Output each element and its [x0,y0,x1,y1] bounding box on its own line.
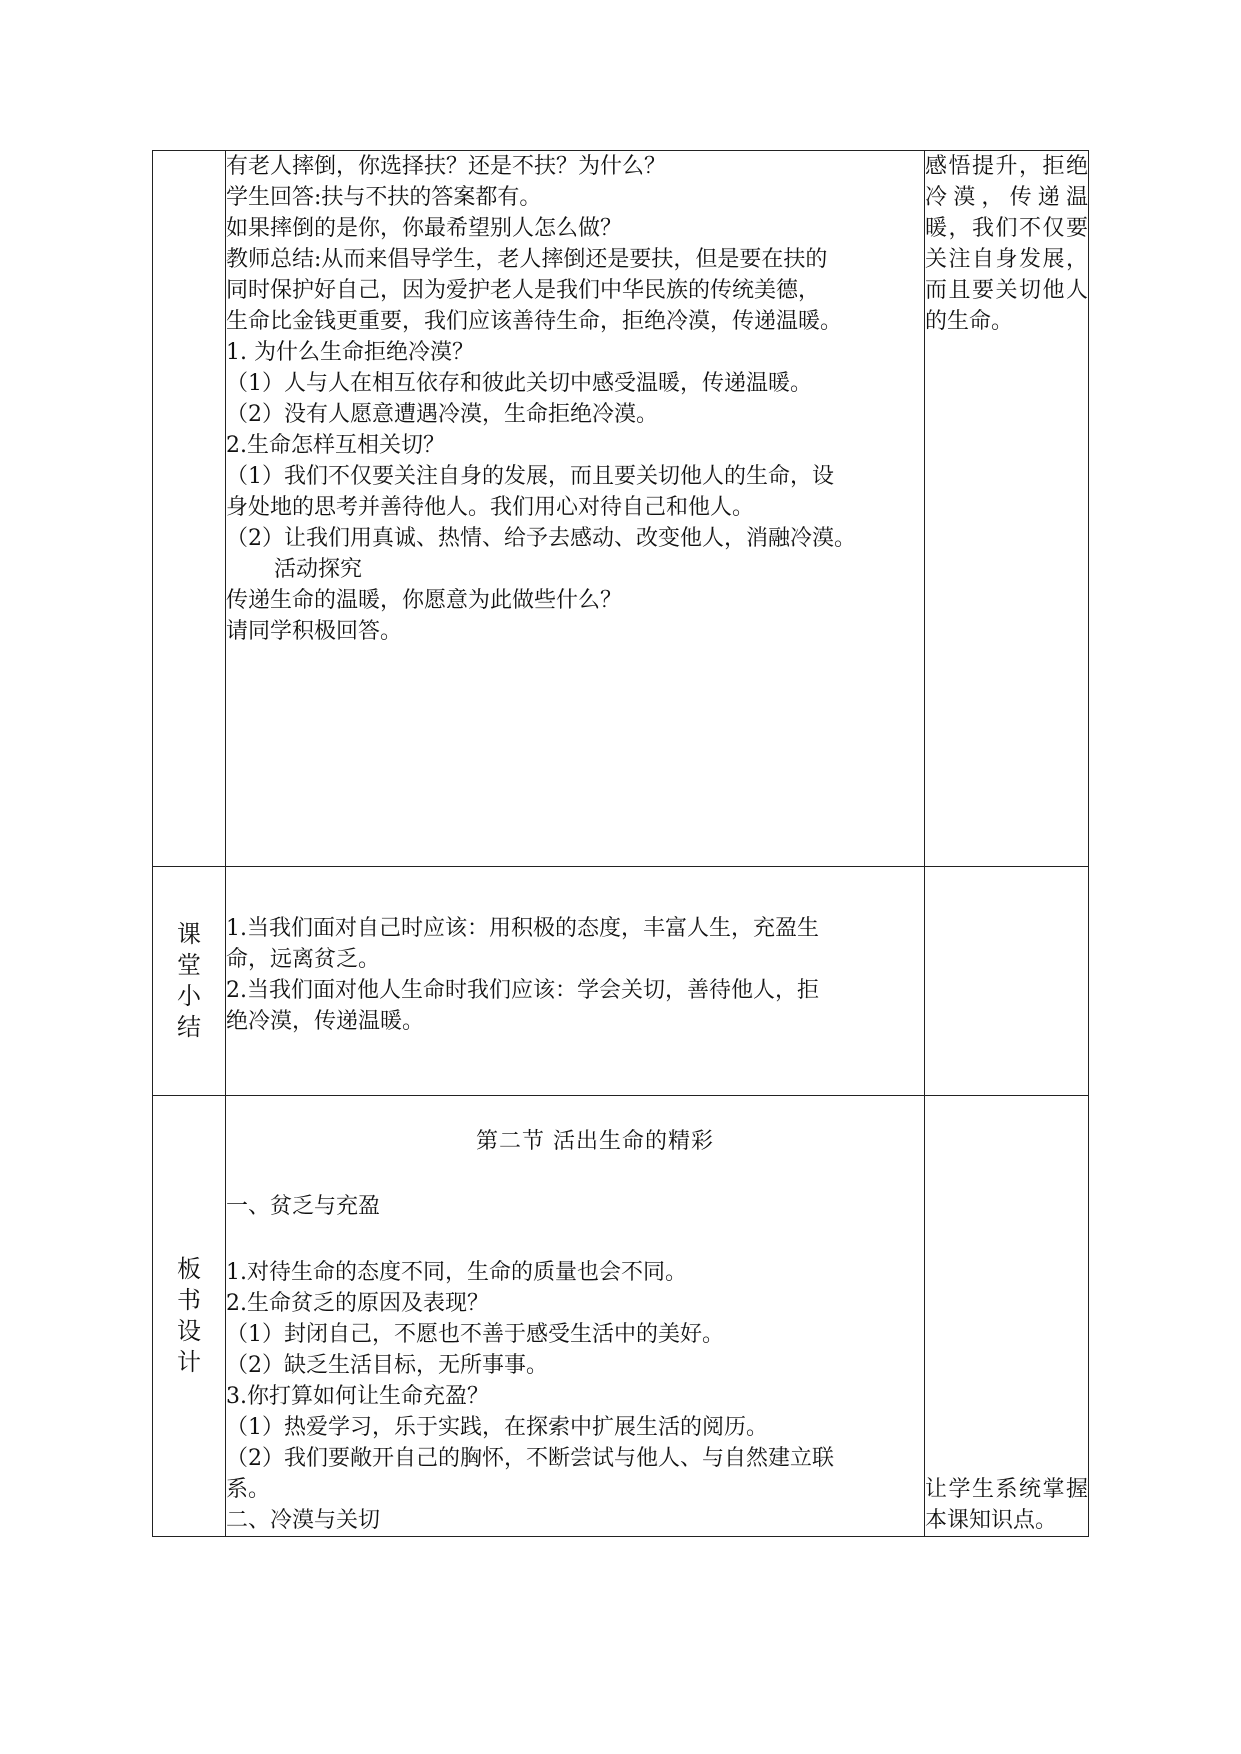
activity-heading: 活动探究 [274,557,363,582]
text-line: 身处地的思考并善待他人。我们用心对待自己和他人。 [226,495,755,520]
row-label-board [153,1096,226,1537]
text-line: （2）没有人愿意遭遇冷漠，生命拒绝冷漠。 [226,402,658,427]
text-line: 生命比金钱更重要，我们应该善待生命，拒绝冷漠，传递温暖。 [226,309,843,334]
label-char: 设 [177,1317,201,1345]
board-content [226,1096,925,1537]
activity-content [226,151,925,867]
summary-note-empty [925,867,1089,1096]
text-line: 请同学积极回答。 [226,619,403,644]
row-label-empty [153,151,226,867]
label-char: 计 [177,1348,201,1376]
text-line: 教师总结:从而来倡导学生，老人摔倒还是要扶，但是要在扶的 [226,247,828,272]
label-char: 课 [177,920,201,948]
board-note: 让学生系统掌握本课知识点。 [925,1096,1089,1537]
label-char: 结 [177,1013,201,1041]
text-line: 系。 [226,1477,271,1502]
text-line: 2.当我们面对他人生命时我们应该：学会关切，善待他人，拒 [226,978,819,1003]
text-line: 3.你打算如何让生命充盈？ [226,1384,489,1409]
text-line: （1）封闭自己，不愿也不善于感受生活中的美好。 [226,1322,724,1347]
table-row-activity [153,151,1089,867]
text-line: 学生回答:扶与不扶的答案都有。 [226,185,542,210]
text-line: （1）我们不仅要关注自身的发展，而且要关切他人的生命，设 [226,464,834,489]
table-row-summary [153,867,1089,1096]
text-line: （2）让我们用真诚、热情、给予去感动、改变他人，消融冷漠。 [226,526,856,551]
section-title: 第二节 活出生命的精彩 [476,1129,714,1154]
text-line: 命，远离贫乏。 [226,947,381,972]
label-char: 板 [177,1255,201,1283]
text-line: （1）热爱学习，乐于实践，在探索中扩展生活的阅历。 [226,1415,768,1440]
text-line: 1.对待生命的态度不同，生命的质量也会不同。 [226,1260,687,1285]
section-heading: 二、冷漠与关切 [226,1508,381,1533]
label-char: 书 [177,1286,201,1314]
text-line: （1）人与人在相互依存和彼此关切中感受温暖，传递温暖。 [226,371,812,396]
text-line: 有老人摔倒，你选择扶？还是不扶？为什么？ [226,154,667,179]
text-line: 同时保护好自己，因为爱护老人是我们中华民族的传统美德， [226,278,821,303]
text-line: 1.当我们面对自己时应该：用积极的态度，丰富人生，充盈生 [226,916,819,941]
summary-content [226,867,925,1096]
text-line: 传递生命的温暖，你愿意为此做些什么？ [226,588,623,613]
text-line: 1. 为什么生命拒绝冷漠？ [226,340,474,365]
design-note: 感悟提升，拒绝冷漠，传递温暖，我们不仅要关注自身发展，而且要关切他人的生命。 [925,151,1089,867]
text-line: （2）我们要敞开自己的胸怀，不断尝试与他人、与自然建立联 [226,1446,834,1471]
label-char: 小 [177,982,201,1010]
text-line: 绝冷漠，传递温暖。 [226,1009,425,1034]
text-line: 2.生命贫乏的原因及表现？ [226,1291,489,1316]
row-label-summary [153,867,226,1096]
text-line: 如果摔倒的是你，你最希望别人怎么做？ [226,216,623,241]
lesson-plan-table [152,150,1089,1537]
table-row-board-design [153,1096,1089,1537]
section-heading: 一、贫乏与充盈 [226,1194,381,1219]
text-line: 2.生命怎样互相关切？ [226,433,445,458]
label-char: 堂 [177,951,201,979]
text-line: （2）缺乏生活目标，无所事事。 [226,1353,548,1378]
